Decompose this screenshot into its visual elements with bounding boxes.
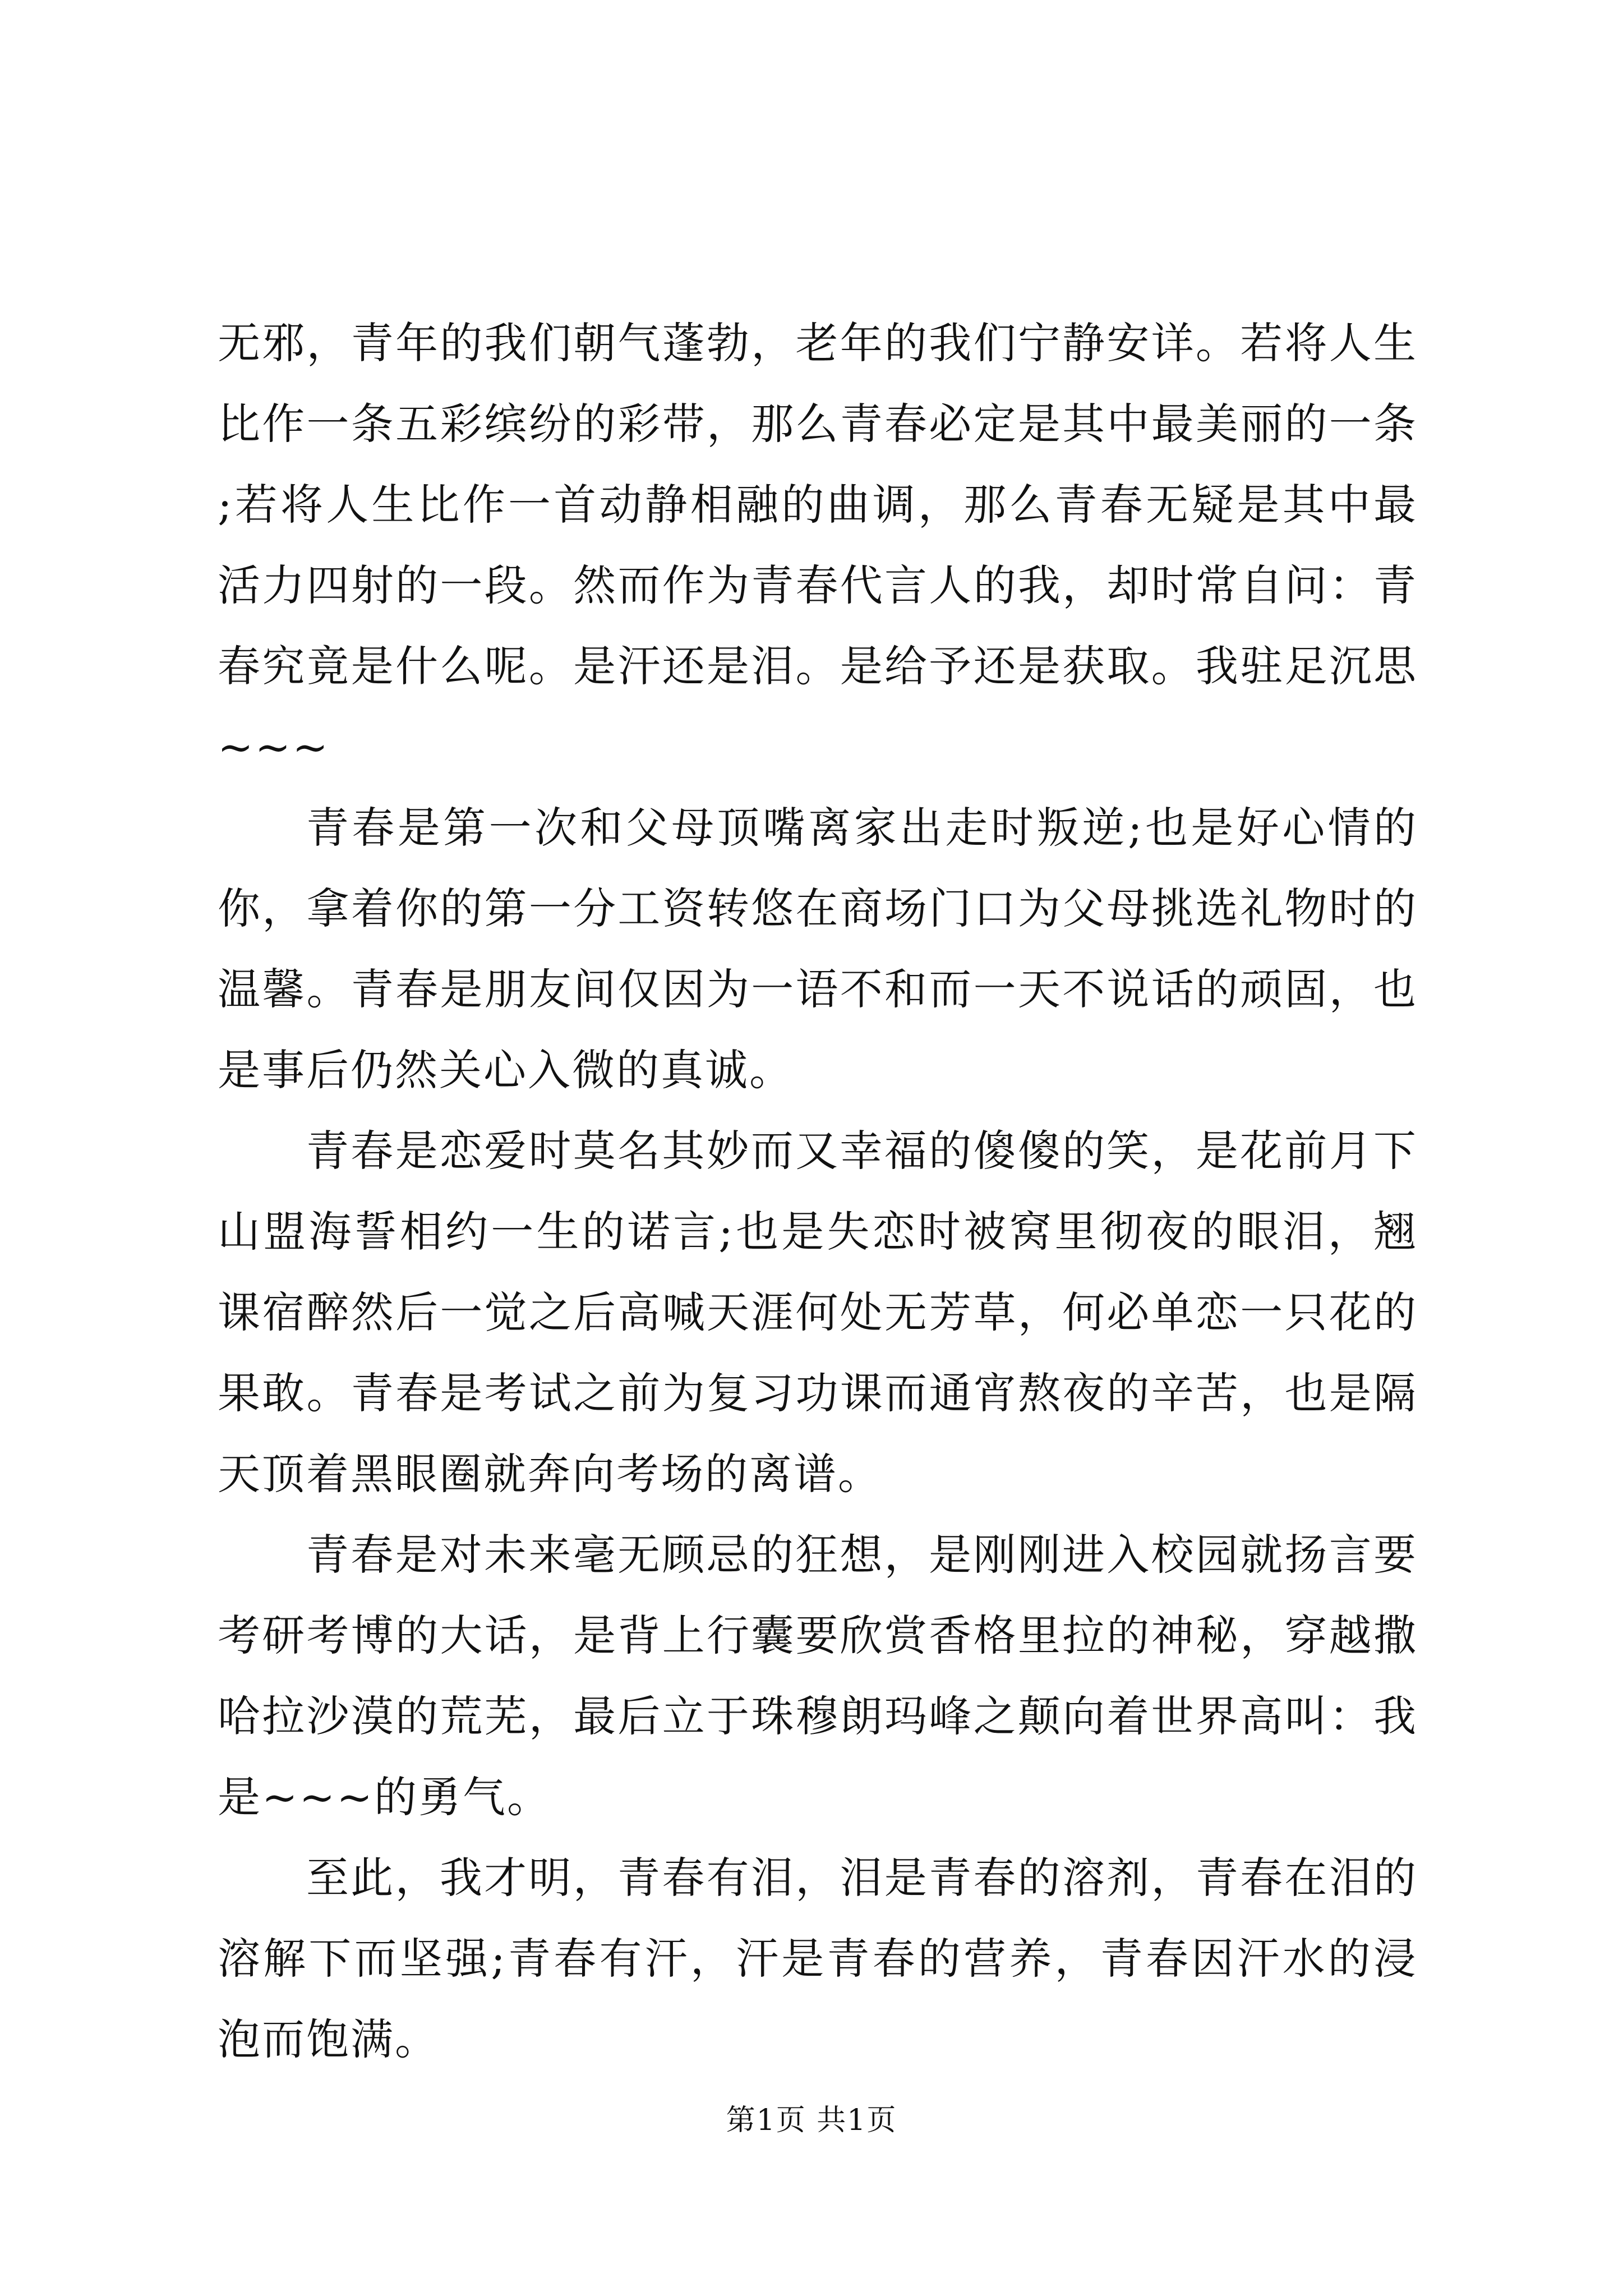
paragraph-4: 青春是对未来毫无顾忌的狂想，是刚刚进入校园就扬言要考研考博的大话，是背上行囊要欣赏香格里拉的神秘，穿越撒哈拉沙漠的荒芜，最后立于珠穆朗玛峰之颠向着世界高叫：我是~~~的勇气。: [218, 1530, 1418, 1822]
document-body: [218, 303, 1418, 2080]
paragraph-2: 青春是第一次和父母顶嘴离家出走时叛逆;也是好心情的你，拿着你的第一分工资转悠在商场门口为父母挑选礼物时的温馨。青春是朋友间仅因为一语不和而一天不说话的顽固，也是事后仍然关心入微的真诚。: [218, 803, 1418, 1095]
paragraph-1: 无邪，青年的我们朝气蓬勃，老年的我们宁静安详。若将人生比作一条五彩缤纷的彩带，那么青春必定是其中最美丽的一条;若将人生比作一首动静相融的曲调，那么青春无疑是其中最活力四射的一段。然而作为青春代言人的我，却时常自问：青春究竟是什么呢。是汗还是泪。是给予还是获取。我驻足沉思~~~: [218, 318, 1418, 772]
page-footer: 第1页 共1页: [726, 2104, 897, 2137]
paragraph-3: 青春是恋爱时莫名其妙而又幸福的傻傻的笑，是花前月下山盟海誓相约一生的诺言;也是失恋时被窝里彻夜的眼泪，翘课宿醉然后一觉之后高喊天涯何处无芳草，何必单恋一只花的果敢。青春是考试之前为复习功课而通宵熬夜的辛苦，也是隔天顶着黑眼圈就奔向考场的离谱。: [218, 1126, 1418, 1499]
paragraph-5: 至此，我才明，青春有泪，泪是青春的溶剂，青春在泪的溶解下而坚强;青春有汗，汗是青春的营养，青春因汗水的浸泡而饱满。: [218, 1853, 1418, 2064]
